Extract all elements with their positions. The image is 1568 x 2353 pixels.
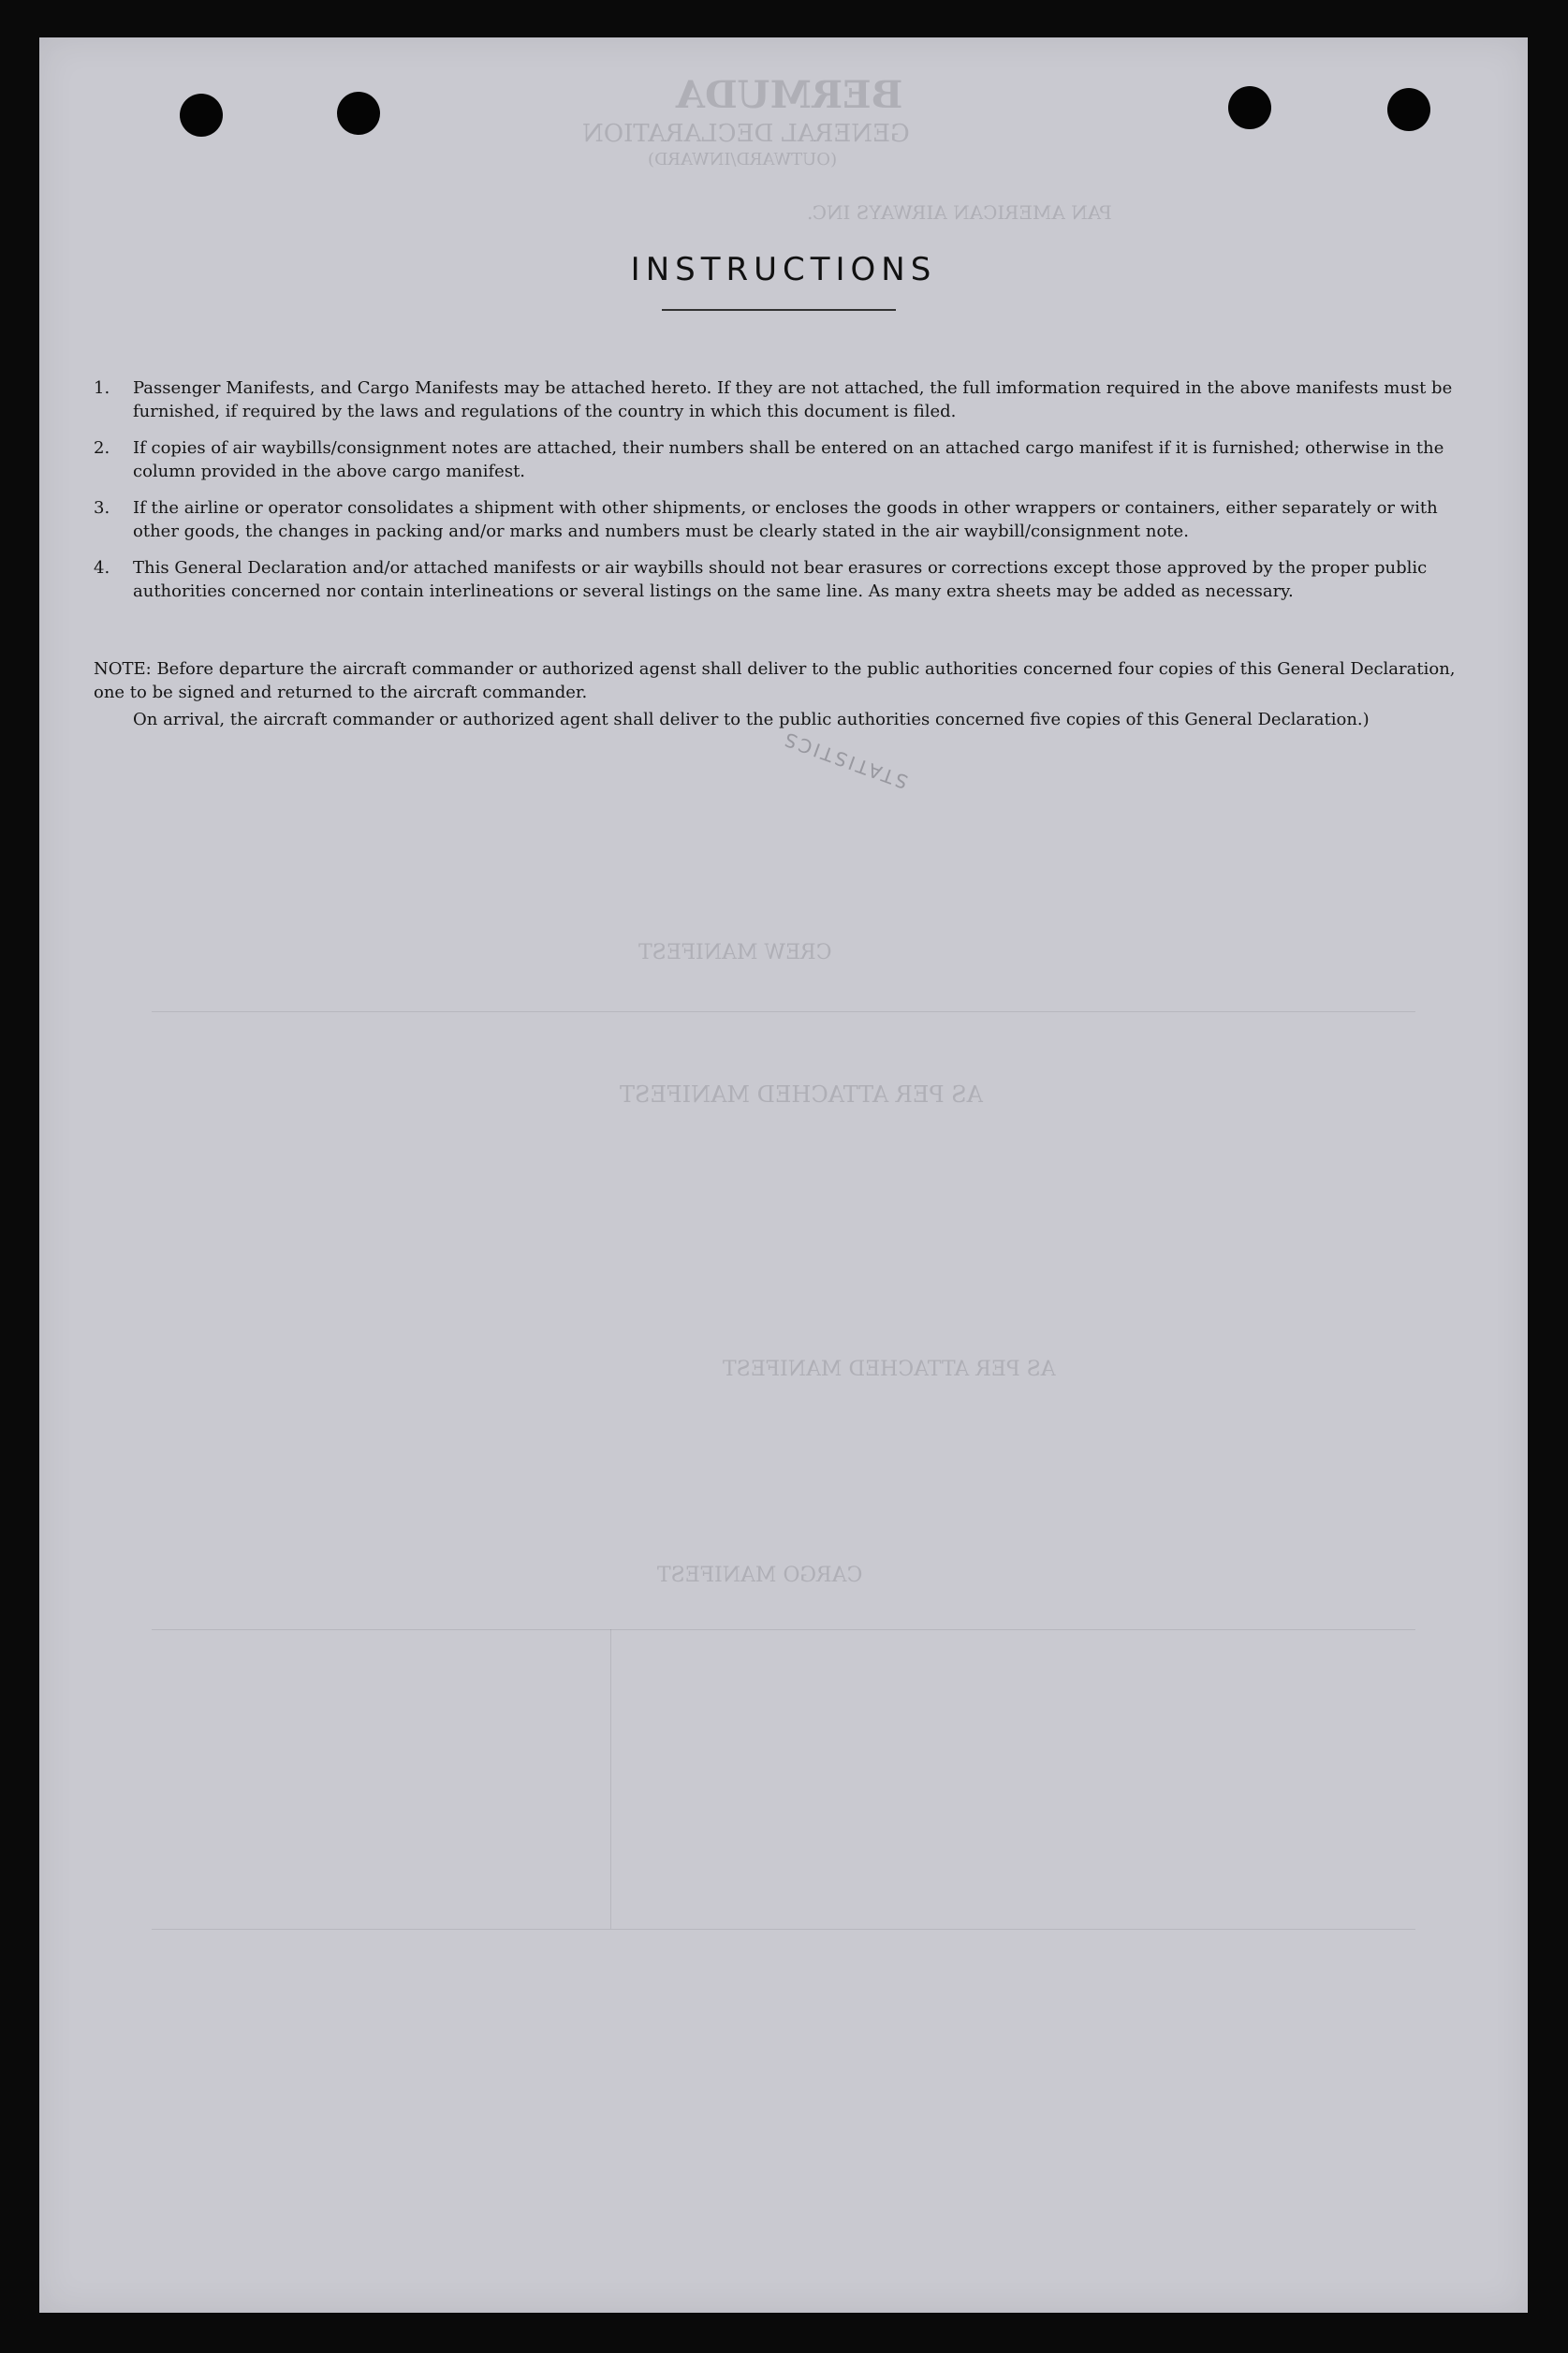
bleed-attached: AS PER ATTACHED MANIFEST: [620, 1081, 983, 1108]
instruction-item: [94, 556, 1470, 603]
note-label: NOTE:: [94, 659, 152, 679]
note-text-1: Before departure the aircraft commander or authorized agenst shall deliver to the public authorities concerned four copies of this General Declaration, one to be signed and returned to the aircraft commander.: [94, 659, 1456, 702]
punch-hole-left-1: [180, 94, 223, 137]
punch-hole-right-1: [1228, 86, 1271, 129]
bleed-airlines: PAN AMERICAN AIRWAYS INC.: [807, 201, 1112, 224]
page-title: INSTRUCTIONS: [630, 251, 937, 288]
statistics-stamp: STATISTICS: [779, 727, 911, 794]
bleed-rule-3: [152, 1929, 1415, 1930]
bleed-heading: BERMUDA: [676, 73, 903, 117]
instruction-item: [94, 436, 1470, 483]
note-text-2: On arrival, the aircraft commander or authorized agent shall deliver to the public authorities concerned five copies of this General Declaration.): [133, 710, 1370, 729]
instructions-list: [94, 376, 1470, 616]
instruction-text: If copies of air waybills/consignment notes are attached, their numbers shall be entered on an attached cargo manifest if it is furnished; otherwise in the column provided in the above cargo manifest.: [133, 438, 1444, 481]
bleed-rule-2: [152, 1629, 1415, 1630]
bleed-subheading: GENERAL DECLARATION: [582, 120, 910, 148]
instruction-text: This General Declaration and/or attached manifests or air waybills should not bear erasures or corrections except those approved by the proper public authorities concerned nor contain interlineations or several listings on the same line. As many extra sheets may be added as necessary.: [133, 558, 1428, 601]
instruction-text: If the airline or operator consolidates a shipment with other shipments, or encloses the goods in other wrappers or containers, either separately or with other goods, the changes in packing and/or marks and numbers must be clearly stated in the air waybill/consignment note.: [133, 498, 1438, 541]
instruction-number: 4.: [94, 558, 110, 578]
punch-hole-right-2: [1387, 88, 1430, 131]
document-page: [39, 37, 1528, 2313]
punch-hole-left-2: [337, 92, 380, 135]
bleed-crew-manifest: CREW MANIFEST: [638, 941, 832, 964]
bleed-attached-2: AS PER ATTACHED MANIFEST: [723, 1358, 1056, 1381]
instruction-item: [94, 376, 1470, 423]
instruction-number: 2.: [94, 438, 110, 458]
instruction-number: 3.: [94, 498, 110, 518]
bleed-column-rule: [610, 1629, 611, 1929]
instruction-number: 1.: [94, 378, 110, 398]
bleed-subheading2: (OUTWARD/INWARD): [648, 150, 838, 169]
note-line-1: [94, 657, 1470, 704]
instruction-item: [94, 496, 1470, 543]
bleed-rule-1: [152, 1011, 1415, 1012]
instruction-text: Passenger Manifests, and Cargo Manifests may be attached hereto. If they are not attached, the full imformation required in the above manifests must be furnished, if required by the laws and regulations of the country in which this document is filed.: [133, 378, 1453, 421]
title-underline: [662, 309, 896, 311]
note-block: [94, 657, 1470, 731]
bleed-cargo-manifest: CARGO MANIFEST: [657, 1564, 863, 1587]
